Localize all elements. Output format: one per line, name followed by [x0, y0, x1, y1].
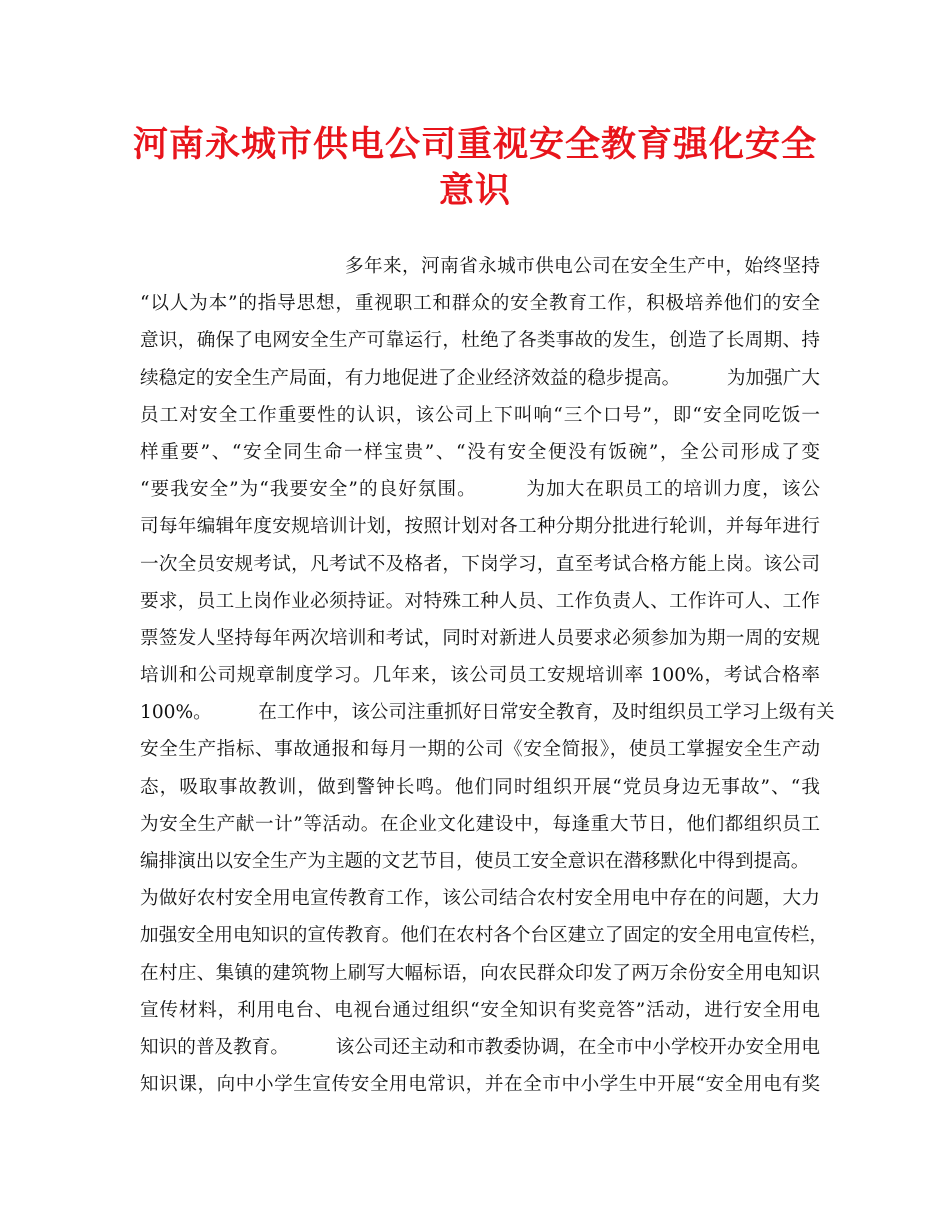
body-line: 安全生产指标、事故通报和每月一期的公司《安全简报》，使员工掌握安全生产动 — [140, 739, 820, 761]
body-line: 意识，确保了电网安全生产可靠运行，杜绝了各类事故的发生，创造了长周期、持 — [140, 330, 820, 352]
body-line: 续稳定的安全生产局面，有力地促进了企业经济效益的稳步提高。 为加强广大 — [140, 367, 820, 389]
body-line: 加强安全用电知识的宣传教育。他们在农村各个台区建立了固定的安全用电宣传栏， — [140, 925, 828, 947]
title-line: 意识 — [438, 170, 511, 211]
body-line: 票签发人坚持每年两次培训和考试，同时对新进人员要求必须参加为期一周的安规 — [140, 627, 820, 649]
body-line: 培训和公司规章制度学习。几年来，该公司员工安规培训率 100%，考试合格率 — [140, 665, 820, 687]
body-line: 在村庄、集镇的建筑物上刷写大幅标语，向农民群众印发了两万余份安全用电知识 — [140, 962, 820, 984]
body-line: 编排演出以安全生产为主题的文艺节目，使员工安全意识在潜移默化中得到提高。 — [140, 851, 810, 872]
article-body — [140, 248, 835, 1103]
body-line: 宣传材料，利用电台、电视台通过组织“安全知识有奖竞答”活动，进行安全用电 — [140, 999, 820, 1021]
body-line: 要求，员工上岗作业必须持证。对特殊工种人员、工作负责人、工作许可人、工作 — [140, 590, 820, 612]
body-line: 为做好农村安全用电宣传教育工作，该公司结合农村安全用电中存在的问题，大力 — [140, 888, 820, 910]
body-line: 态，吸取事故教训，做到警钟长鸣。他们同时组织开展“党员身边无事故”、“我 — [140, 776, 820, 798]
body-line: “要我安全”为“我要安全”的良好氛围。 为加大在职员工的培训力度，该公 — [140, 479, 820, 501]
body-line: 100%。 在工作中，该公司注重抓好日常安全教育，及时组织员工学习上级有关 — [140, 702, 835, 724]
body-line: 员工对安全工作重要性的认识，该公司上下叫响“三个口号”，即“安全同吃饭一 — [140, 404, 820, 426]
body-line: 为安全生产献一计”等活动。在企业文化建设中，每逢重大节日，他们都组织员工 — [140, 813, 820, 835]
body-line: 样重要”、“安全同生命一样宝贵”、“没有安全便没有饭碗”，全公司形成了变 — [140, 441, 820, 463]
body-line: 一次全员安规考试，凡考试不及格者，下岗学习，直至考试合格方能上岗。该公司 — [140, 553, 820, 575]
body-line: 知识课，向中小学生宣传安全用电常识，并在全市中小学生中开展“安全用电有奖 — [140, 1074, 820, 1096]
body-line: 多年来，河南省永城市供电公司在安全生产中，始终坚持 — [345, 256, 820, 277]
body-line: 司每年编辑年度安规培训计划，按照计划对各工种分期分批进行轮训，并每年进行 — [140, 516, 820, 538]
title-line: 河南永城市供电公司重视安全教育强化安全 — [132, 124, 817, 165]
document-title — [120, 122, 830, 214]
body-line: “以人为本”的指导思想，重视职工和群众的安全教育工作，积极培养他们的安全 — [140, 293, 820, 315]
body-line: 知识的普及教育。 该公司还主动和市教委协调，在全市中小学校开办安全用电 — [140, 1036, 820, 1058]
